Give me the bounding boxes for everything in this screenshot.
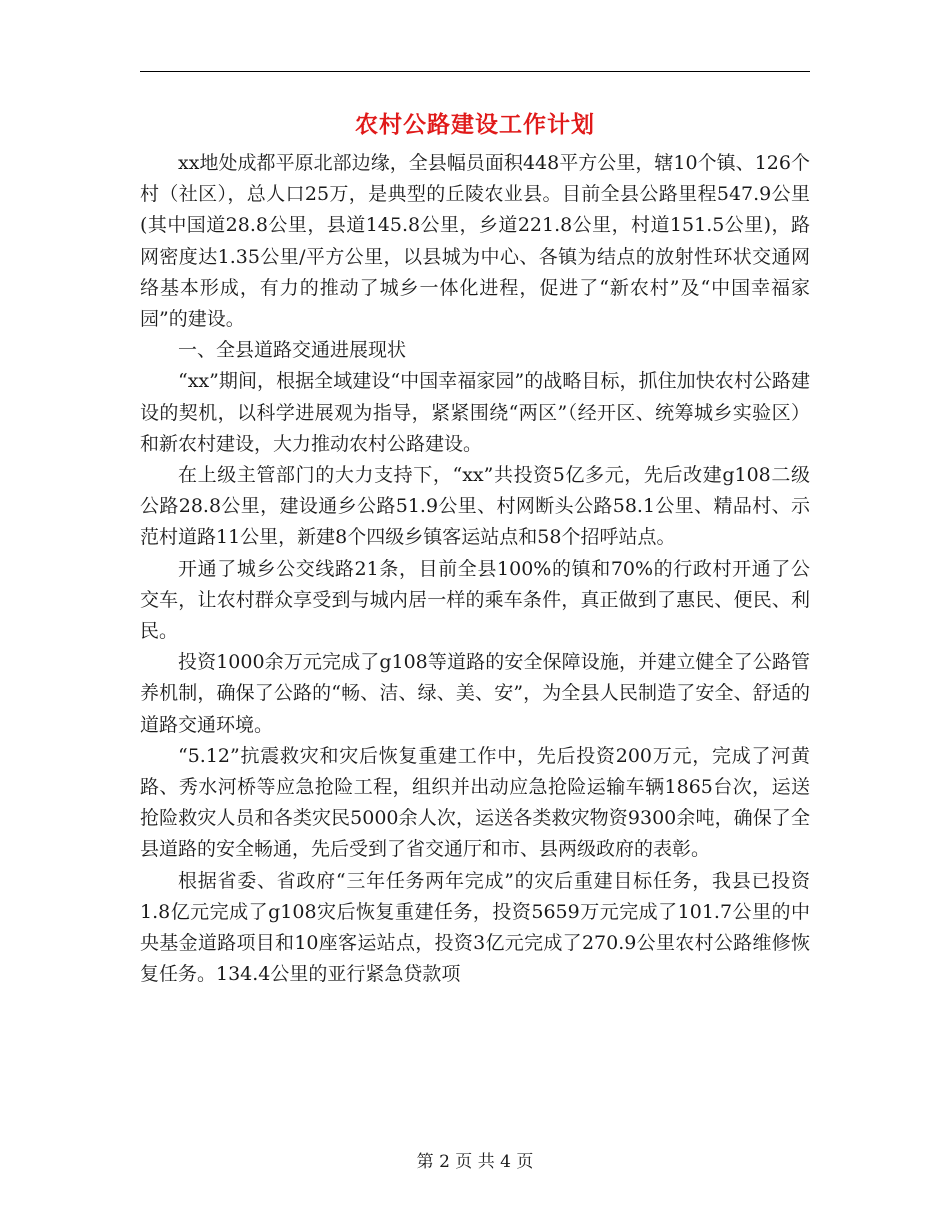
paragraph: 投资1000余万元完成了g108等道路的安全保障设施，并建立健全了公路管养机制，确保了公路的“畅、洁、绿、美、安”，为全县人民制造了安全、舒适的道路交通环境。: [140, 651, 810, 736]
page-number-footer: 第 2 页 共 4 页: [416, 1152, 534, 1172]
paragraph: 在上级主管部门的大力支持下，“xx”共投资5亿多元，先后改建g108二级公路28.8公里，建设通乡公路51.9公里、村网断头公路58.1公里、精品村、示范村道路11公里，新建8个四级乡镇客运站点和58个招呼站点。: [140, 464, 810, 549]
document-body: [140, 148, 810, 990]
section-heading: 一、全县道路交通进展现状: [178, 339, 407, 362]
document-title: 农村公路建设工作计划: [355, 111, 595, 138]
paragraph: “5.12”抗震救灾和灾后恢复重建工作中，先后投资200万元，完成了河黄路、秀水河桥等应急抢险工程，组织并出动应急抢险运输车辆1865台次，运送抢险救灾人员和各类灾民5000余人次，运送各类救灾物资9300余吨，确保了全县道路的安全畅通，先后受到了省交通厅和市、县两级政府的表彰。: [140, 744, 810, 861]
paragraph: “xx”期间，根据全域建设“中国幸福家园”的战略目标，抓住加快农村公路建设的契机，以科学进展观为指导，紧紧围绕“两区”（经开区、统筹城乡实验区）和新农村建设，大力推动农村公路建设。: [140, 370, 810, 455]
paragraph: 开通了城乡公交线路21条，目前全县100%的镇和70%的行政村开通了公交车，让农村群众享受到与城内居一样的乘车条件，真正做到了惠民、便民、利民。: [140, 557, 810, 643]
paragraph-intro: xx地处成都平原北部边缘，全县幅员面积448平方公里，辖10个镇、126个村（社区），总人口25万，是典型的丘陵农业县。目前全县公路里程547.9公里(其中国道28.8公里，县道145.8公里，乡道221.8公里，村道151.5公里)，路网密度达1.35公里/平方公里，以县城为中心、各镇为结点的放射性环状交通网络基本形成，有力的推动了城乡一体化进程，促进了“新农村”及“中国幸福家园”的建设。: [140, 152, 810, 331]
paragraph: 根据省委、省政府“三年任务两年完成”的灾后重建目标任务，我县已投资1.8亿元完成了g108灾后恢复重建任务，投资5659万元完成了101.7公里的中央基金道路项目和10座客运站点，投资3亿元完成了270.9公里农村公路维修恢复任务。134.4公里的亚行紧急贷款项: [140, 869, 810, 986]
header-rule: [140, 71, 810, 72]
